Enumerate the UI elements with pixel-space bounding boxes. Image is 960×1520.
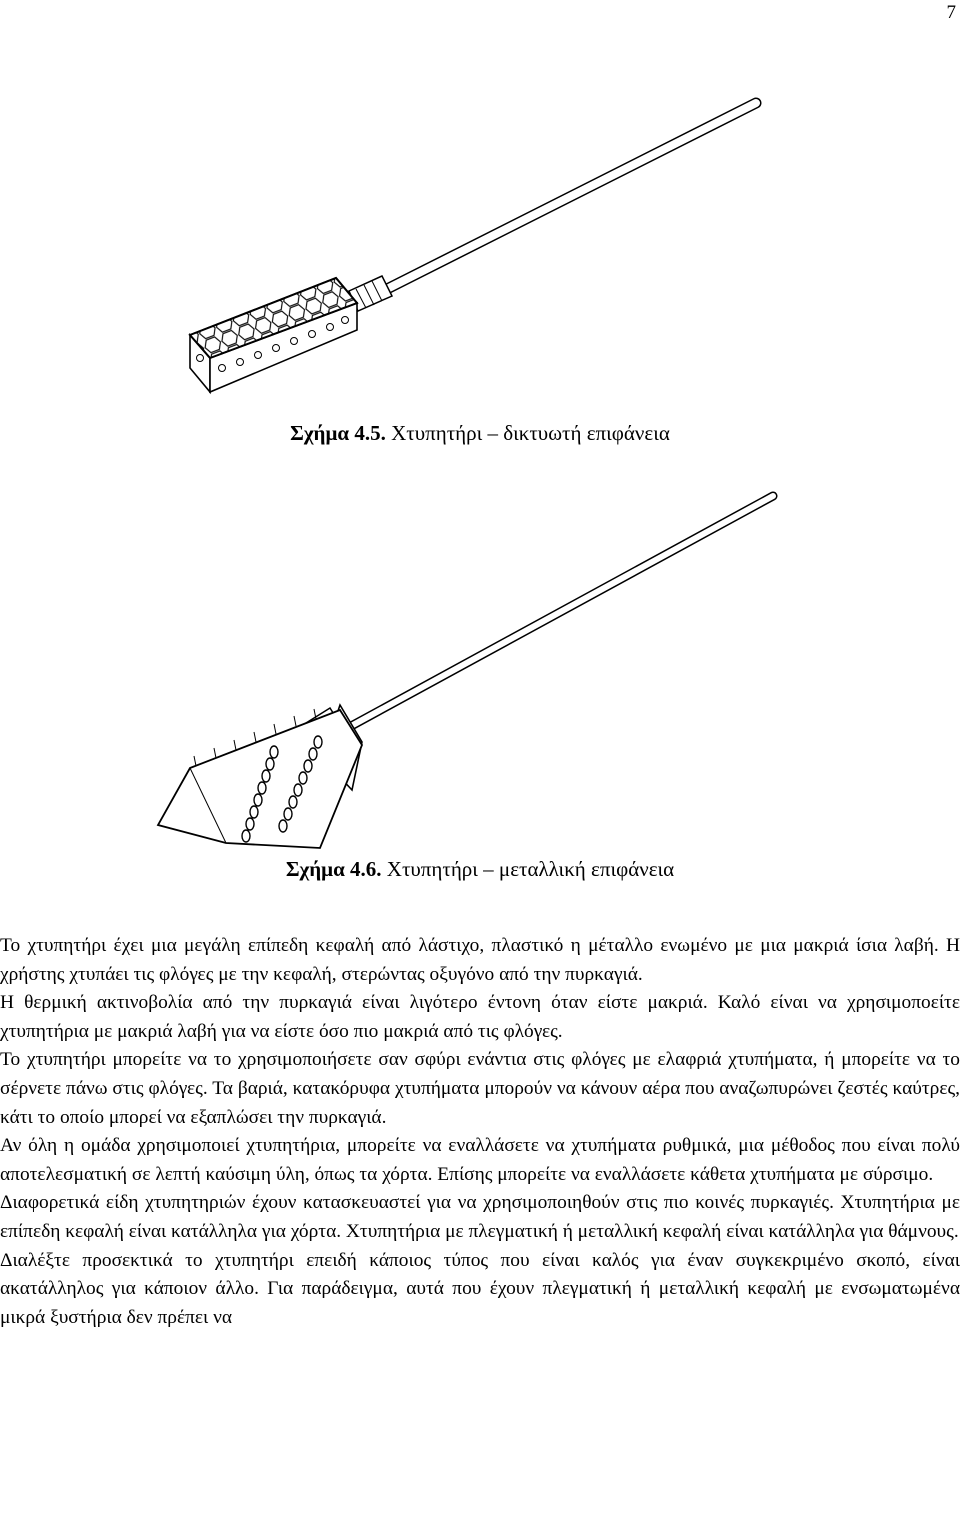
paragraph: Το χτυπητήρι έχει μια μεγάλη επίπεδη κεφαλή από λάστιχο, πλαστικό η μέταλλο ενωμένο με μια μακριά ίσια λαβή. Η χρήστης χτυπάει τις φλόγες με την κεφαλή, στερώντας οξυγόνο από την πυρκαγιά. [0,935,960,985]
figure-mesh-beater [0,0,960,445]
mesh-beater-illustration [0,0,960,420]
body-text [0,932,960,1332]
figure-metal-beater [0,480,960,880]
paragraph: Αν όλη η ομάδα χρησιμοποιεί χτυπητήρια, μπορείτε να εναλλάσετε να χτυπήματα ρυθμικά, μια μέθοδος που είναι πολύ αποτελεσματική σε λεπτή καύσιμη ύλη, όπως τα χόρτα. Επίσης μπορείτε να εναλλάσετε κάθετα χτυπήματα με σύρσιμο. [0,1135,960,1185]
figure-caption-label: Σχήμα 4.5. [290,421,386,445]
paragraph: Διαφορετικά είδη χτυπητηριών έχουν κατασκευαστεί για να χρησιμοποιηθούν στις πιο κοινές πυρκαγιές. Χτυπητήρια με επίπεδη κεφαλή είναι κατάλληλα για χόρτα. Χτυπητήρια με πλεγματική ή μεταλλική κεφαλή είναι κατάλληλα για θάμνους. [0,1192,960,1242]
paragraph: Η θερμική ακτινοβολία από την πυρκαγιά είναι λιγότερο έντονη όταν είστε μακριά. Καλό είναι να χρησιμοποείτε χτυπητήρια με μακριά λαβή για να είστε όσο πιο μακριά από τις φλόγες. [0,992,960,1042]
page-number: 7 [946,2,956,23]
figure-caption [0,857,960,882]
paragraph: Το χτυπητήρι μπορείτε να το χρησιμοποιήσετε σαν σφύρι ενάντια στις φλόγες με ελαφριά χτυπήματα, ή μπορείτε να το σέρνετε πάνω στις φλόγες. Τα βαριά, κατακόρυφα χτυπήματα μπορούν να κάνουν αέρα που αναζωπυρώνει ζεστές καύτρες, κάτι το οποίο μπορεί να εξαπλώσει την πυρκαγιά. [0,1049,960,1128]
figure-caption-text: Χτυπητήρι – δικτυωτή επιφάνεια [391,421,670,445]
metal-beater-illustration [0,480,960,880]
paragraph: Διαλέξτε προσεκτικά το χτυπητήρι επειδή κάποιος τύπος που είναι καλός για έναν συγκεκριμένο σκοπό, είναι ακατάλληλος για κάποιον άλλο. Για παράδειγμα, αυτά που έχουν πλεγματική ή μεταλλική κεφαλή με ενσωματωμένα μικρά ξυστήρια δεν πρέπει να [0,1249,960,1328]
figure-caption [0,421,960,446]
figure-caption-text: Χτυπητήρι – μεταλλική επιφάνεια [386,857,675,881]
figure-caption-label: Σχήμα 4.6. [285,857,382,881]
